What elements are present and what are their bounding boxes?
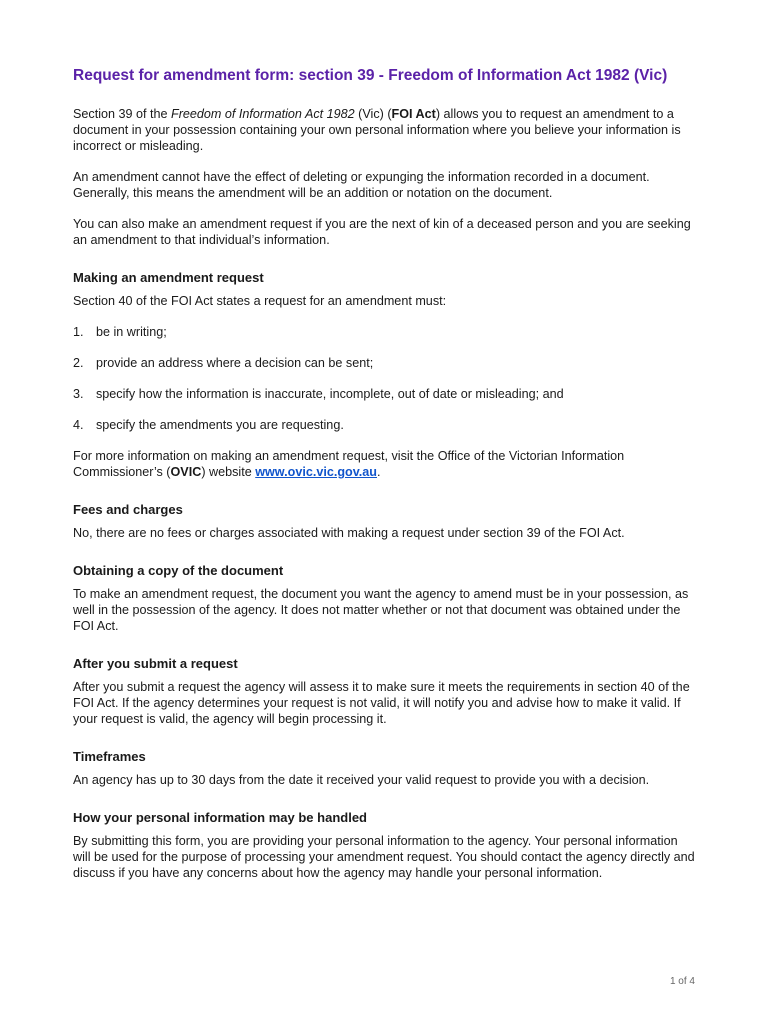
more-info-paragraph	[73, 448, 698, 480]
section-heading: How your personal information may be handled	[73, 810, 367, 825]
section-heading: Fees and charges	[73, 502, 183, 517]
intro-paragraph-3: You can also make an amendment request if you are the next of kin of a deceased person and you are seeking an amendment to that individual’s information.	[73, 217, 691, 247]
section-text: An agency has up to 30 days from the date it received your valid request to provide you with a decision.	[73, 773, 650, 787]
list-text: provide an address where a decision can be sent;	[96, 356, 374, 370]
section-text: To make an amendment request, the document you want the agency to amend must be in your possession, as well in the possession of the agency. It does not matter whether or not that document was obtained under the FOI Act.	[73, 587, 689, 633]
intro-paragraph-2: An amendment cannot have the effect of deleting or expunging the information recorded in a document. Generally, this means the amendment will be an addition or notation on the document.	[73, 170, 650, 200]
list-number: 3.	[73, 387, 84, 401]
more-info-text: ) website	[201, 465, 256, 479]
section-heading: Timeframes	[73, 749, 146, 764]
list-text: be in writing;	[96, 325, 167, 339]
list-item	[73, 417, 698, 433]
list-item	[73, 324, 698, 340]
section-heading: After you submit a request	[73, 656, 238, 671]
section-text: After you submit a request the agency will assess it to make sure it meets the requirements in section 40 of the FOI Act. If the agency determines your request is not valid, it will notify you and advise how to make it valid. If your request is valid, the agency will begin processing it.	[73, 680, 690, 726]
foi-act-abbrev: FOI Act	[391, 107, 436, 121]
list-item	[73, 386, 698, 402]
intro-paragraph-1	[73, 106, 698, 154]
section-personal-information	[73, 810, 698, 881]
intro-text: Section 39 of the	[73, 107, 172, 121]
document-page	[73, 66, 698, 896]
section-lead: Section 40 of the FOI Act states a request for an amendment must:	[73, 294, 447, 308]
list-text: specify the amendments you are requesting.	[96, 418, 344, 432]
section-after-submit	[73, 656, 698, 727]
section-text: By submitting this form, you are providing your personal information to the agency. Your personal information will be used for the purpose of processing your amendment request. You should contact the agency directly and discuss if you have any concerns about how the agency may handle your personal information.	[73, 834, 695, 880]
list-number: 2.	[73, 356, 84, 370]
section-fees	[73, 502, 698, 541]
section-text: No, there are no fees or charges associated with making a request under section 39 of the FOI Act.	[73, 526, 625, 540]
list-number: 4.	[73, 418, 84, 432]
page-title: Request for amendment form: section 39 - Freedom of Information Act 1982 (Vic)	[73, 67, 668, 84]
requirements-list	[73, 324, 698, 433]
ovic-website-link[interactable]: www.ovic.vic.gov.au	[255, 465, 377, 479]
page-number: 1 of 4	[669, 976, 695, 987]
more-info-text: .	[377, 465, 381, 479]
section-heading: Obtaining a copy of the document	[73, 563, 284, 578]
section-obtaining-copy	[73, 563, 698, 634]
section-making-request	[73, 270, 698, 480]
intro-text: ) allows you to request an amendment to a document in your possession containing your own personal information where you believe your information is incorrect or misleading.	[73, 107, 681, 153]
section-timeframes	[73, 749, 698, 788]
list-text: specify how the information is inaccurate, incomplete, out of date or misleading; and	[96, 387, 564, 401]
ovic-abbrev: OVIC	[170, 465, 202, 479]
more-info-text: For more information on making an amendment request, visit the Office of the Victorian Information Commissioner’s (	[73, 449, 625, 479]
intro-text: (Vic) (	[354, 107, 392, 121]
section-heading: Making an amendment request	[73, 270, 264, 285]
act-name: Freedom of Information Act 1982	[171, 107, 355, 121]
list-number: 1.	[73, 325, 84, 339]
list-item	[73, 355, 698, 371]
